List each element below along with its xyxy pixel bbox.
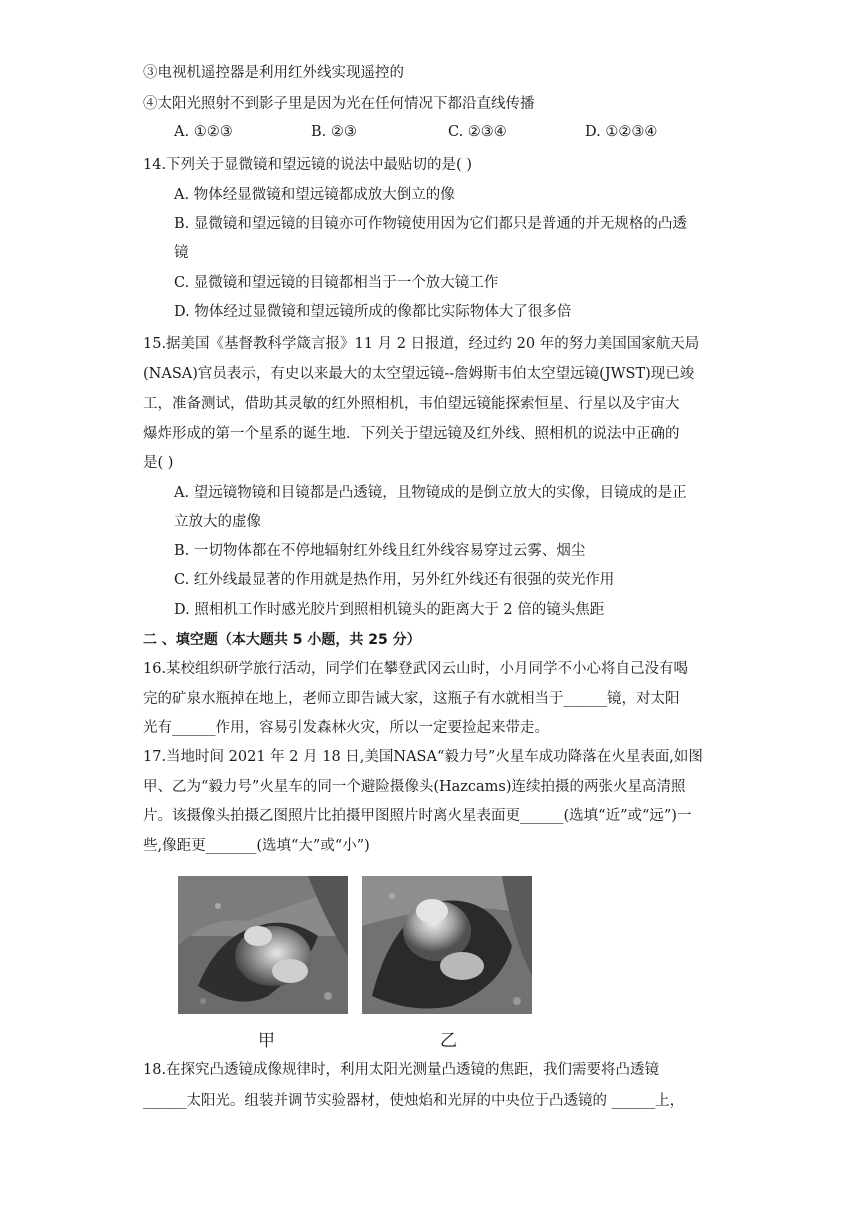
q18-line2: ______太阳光。组装并调节实验器材，使烛焰和光屏的中央位于凸透镜的 ______上， [143,1093,685,1109]
section-heading: 二 、填空题（本大题共 5 小题，共 25 分） [143,632,421,648]
q13-item-4: ④太阳光照射不到影子里是因为光在任何情况下都沿直线传播 [143,96,535,112]
mars-photo-yi [362,876,532,1014]
q14-option-d: D. 物体经过显微镜和望远镜所成的像都比实际物体大了很多倍 [174,304,572,320]
q14-stem: 14.下列关于显微镜和望远镜的说法中最贴切的是( ) [143,157,472,173]
q16-line3: 光有______作用，容易引发森林火灾，所以一定要捡起来带走。 [143,720,549,736]
q15-option-d: D. 照相机工作时感光胶片到照相机镜头的距离大于 2 倍的镜头焦距 [174,602,605,618]
q17-line3: 片。该摄像头拍摄乙图照片比拍摄甲图照片时离火星表面更______(选填“近”或“远”)一 [143,808,692,824]
q17-line2: 甲、乙为“毅力号”火星车的同一个避险摄像头(Hazcams)连续拍摄的两张火星高清照 [143,779,686,795]
q15-stem-line2: (NASA)官员表示，有史以来最大的太空望远镜--詹姆斯韦伯太空望远镜(JWST)现已竣 [143,366,695,382]
q15-stem-line4: 爆炸形成的第一个星系的诞生地．下列关于望远镜及红外线、照相机的说法中正确的 [143,426,680,442]
q15-stem-line3: 工，准备测试，借助其灵敏的红外照相机，韦伯望远镜能探索恒星、行星以及宇宙大 [143,396,680,412]
q16-line2: 完的矿泉水瓶掉在地上，老师立即告诫大家，这瓶子有水就相当于______镜，对太阳 [143,691,680,707]
q13-options [174,124,694,144]
q13-option-a: A. ①②③ [174,124,233,140]
q13-item-3: ③电视机遥控器是利用红外线实现遥控的 [143,65,404,81]
q15-stem-line5: 是( ) [143,455,174,471]
q15-stem-line1: 15.据美国《基督教科学箴言报》11 月 2 日报道，经过约 20 年的努力美国国家航天局 [143,336,700,352]
q17-line4: 些,像距更_______(选填“大”或“小”) [143,838,370,854]
figure-caption-jia: 甲 [258,1031,275,1051]
q15-option-a-line2: 立放大的虚像 [174,514,261,530]
q13-option-b: B. ②③ [311,124,357,140]
q13-option-d: D. ①②③④ [585,124,658,140]
figure-caption-yi: 乙 [440,1031,457,1051]
q15-option-a-line1: A. 望远镜物镜和目镜都是凸透镜，且物镜成的是倒立放大的实像，目镜成的是正 [174,485,687,501]
q17-line1: 17.当地时间 2021 年 2 月 18 日,美国NASA“毅力号”火星车成功降落在火星表面,如图 [143,749,703,765]
q15-option-b: B. 一切物体都在不停地辐射红外线且红外线容易穿过云雾、烟尘 [174,543,586,559]
q14-option-c: C. 显微镜和望远镜的目镜都相当于一个放大镜工作 [174,275,499,291]
q13-option-c: C. ②③④ [448,124,507,140]
q18-line1: 18.在探究凸透镜成像规律时，利用太阳光测量凸透镜的焦距，我们需要将凸透镜 [143,1062,660,1078]
q16-line1: 16.某校组织研学旅行活动，同学们在攀登武冈云山时，小月同学不小心将自己没有喝 [143,661,689,677]
q14-option-b-line2: 镜 [174,245,189,261]
mars-photo-jia [178,876,348,1014]
q15-option-c: C. 红外线最显著的作用就是热作用，另外红外线还有很强的荧光作用 [174,572,615,588]
q14-option-a: A. 物体经显微镜和望远镜都成放大倒立的像 [174,187,455,203]
q14-option-b-line1: B. 显微镜和望远镜的目镜亦可作物镜使用因为它们都只是普通的并无规格的凸透 [174,216,687,232]
